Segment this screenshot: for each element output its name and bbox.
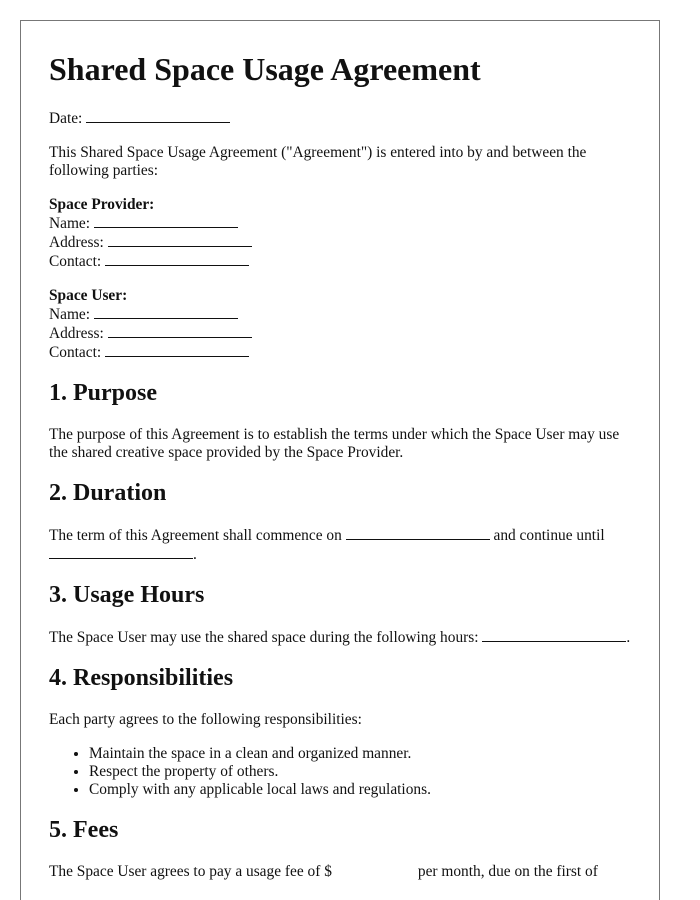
user-contact-line — [49, 343, 633, 362]
user-name-line — [49, 305, 633, 324]
user-address-line — [49, 324, 633, 343]
purpose-heading: 1. Purpose — [49, 380, 157, 406]
date-line — [49, 109, 633, 128]
duration-text-start: The term of this Agreement shall commence on — [49, 527, 342, 544]
fees-text-end: per month, due on the first of — [417, 863, 598, 880]
list-item: • Comply with any applicable local laws and regulations. — [89, 781, 633, 799]
date-label: Date: — [49, 110, 83, 127]
list-item: • Respect the property of others. — [89, 763, 633, 781]
user-contact-label: Contact: — [49, 344, 102, 361]
end-date-field[interactable] — [49, 545, 193, 559]
intro-paragraph: This Shared Space Usage Agreement ("Agreement") is entered into by and between the following parties: — [49, 144, 587, 179]
space-user-block — [49, 287, 633, 362]
purpose-text: The purpose of this Agreement is to establish the terms under which the Space User may use the shared creative space provided by the Space Provider. — [49, 426, 620, 461]
date-field[interactable] — [86, 109, 230, 123]
provider-name-label: Name: — [49, 215, 91, 232]
usage-hours-text — [49, 628, 633, 647]
provider-name-field[interactable] — [94, 214, 238, 228]
duration-text-middle: and continue until — [493, 527, 605, 544]
space-provider-block — [49, 196, 633, 271]
responsibilities-heading: 4. Responsibilities — [49, 665, 234, 691]
duration-heading: 2. Duration — [49, 480, 167, 506]
responsibilities-list — [49, 745, 633, 799]
usage-hours-field[interactable] — [482, 628, 626, 642]
fees-heading: 5. Fees — [49, 817, 119, 843]
agreement-content — [49, 49, 633, 881]
user-address-field[interactable] — [108, 324, 252, 338]
duration-text — [49, 526, 633, 564]
user-name-field[interactable] — [94, 305, 238, 319]
fees-text-start: The Space User agrees to pay a usage fee of $ — [49, 863, 332, 880]
list-item: • Maintain the space in a clean and organized manner. — [89, 745, 633, 763]
provider-address-label: Address: — [49, 234, 104, 251]
commence-date-field[interactable] — [346, 526, 490, 540]
provider-contact-field[interactable] — [105, 252, 249, 266]
user-contact-field[interactable] — [105, 343, 249, 357]
provider-address-line — [49, 233, 633, 252]
agreement-page — [20, 20, 660, 900]
usage-hours-text-start: The Space User may use the shared space during the following hours: — [49, 629, 479, 646]
space-user-heading: Space User: — [49, 287, 128, 304]
responsibilities-intro: Each party agrees to the following responsibilities: — [49, 711, 362, 728]
provider-contact-line — [49, 252, 633, 271]
document-title: Shared Space Usage Agreement — [49, 51, 481, 87]
user-address-label: Address: — [49, 325, 104, 342]
space-provider-heading: Space Provider: — [49, 196, 155, 213]
usage-hours-heading: 3. Usage Hours — [49, 582, 205, 608]
usage-hours-text-end: . — [626, 629, 631, 646]
provider-address-field[interactable] — [108, 233, 252, 247]
duration-text-end: . — [193, 546, 197, 563]
provider-name-line — [49, 214, 633, 233]
fees-text — [49, 863, 633, 881]
provider-contact-label: Contact: — [49, 253, 102, 270]
user-name-label: Name: — [49, 306, 91, 323]
